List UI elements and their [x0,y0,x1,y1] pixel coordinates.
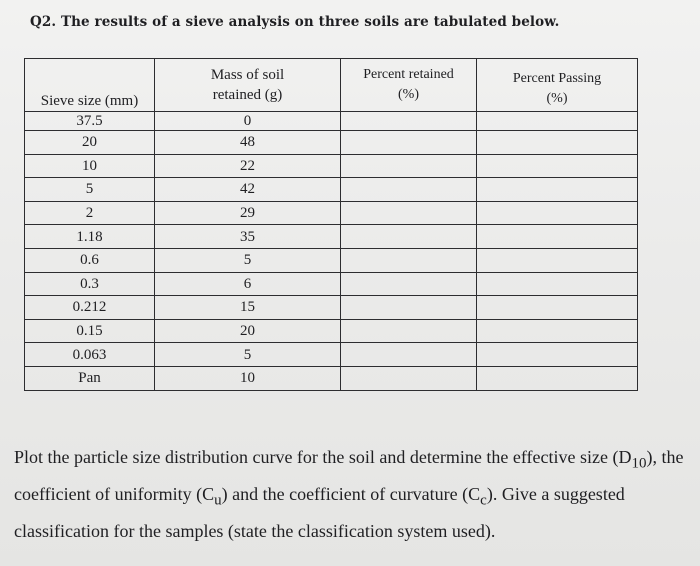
header-sieve-size: Sieve size (mm) [25,59,155,112]
header-mass-retained [155,59,341,112]
percent-retained-cell [341,154,477,178]
instructions-paragraph [14,442,690,547]
percent-retained-cell [341,225,477,249]
cu-subscript: u [214,492,222,509]
header-percent-passing [477,59,638,112]
sieve-size-cell: 1.18 [25,225,155,249]
sieve-size-cell: 0.212 [25,296,155,320]
mass-retained-cell: 0 [155,112,341,131]
sieve-analysis-table [24,58,638,391]
sieve-size-cell: 0.15 [25,319,155,343]
percent-passing-cell [477,201,638,225]
sieve-size-cell: 0.063 [25,343,155,367]
percent-retained-cell [341,319,477,343]
table-header-row [25,59,638,112]
sieve-size-cell: 37.5 [25,112,155,131]
percent-passing-cell [477,296,638,320]
percent-passing-cell [477,319,638,343]
sieve-size-cell: 10 [25,154,155,178]
mass-retained-cell: 48 [155,131,341,155]
percent-retained-cell [341,178,477,202]
d10-subscript: 10 [631,455,647,472]
prompt-text-3: ) and the coefficient of curvature (C [221,484,481,505]
prompt-text-2: ), the coefficient of uniformity (C [14,447,684,505]
percent-retained-cell [341,272,477,296]
table-row [25,178,638,202]
header-percent-retained [341,59,477,112]
percent-passing-cell [477,248,638,272]
mass-retained-cell: 22 [155,154,341,178]
percent-retained-cell [341,366,477,390]
percent-passing-cell [477,272,638,296]
percent-retained-cell [341,248,477,272]
percent-retained-cell [341,201,477,225]
mass-retained-cell: 5 [155,248,341,272]
mass-retained-cell: 35 [155,225,341,249]
table-row [25,343,638,367]
table-row [25,131,638,155]
sieve-size-cell: 0.3 [25,272,155,296]
table-row [25,248,638,272]
table-row [25,272,638,296]
percent-passing-cell [477,178,638,202]
percent-passing-cell [477,343,638,367]
header-mass-line2: retained (g) [212,87,283,103]
sieve-size-cell: Pan [25,366,155,390]
percent-passing-cell [477,112,638,131]
mass-retained-cell: 10 [155,366,341,390]
sieve-size-cell: 0.6 [25,248,155,272]
sieve-size-cell: 5 [25,178,155,202]
header-pct-ret-line2: (%) [398,87,419,102]
mass-retained-cell: 29 [155,201,341,225]
percent-retained-cell [341,296,477,320]
percent-passing-cell [477,131,638,155]
header-pct-pass-line1: Percent Passing [512,71,602,86]
question-heading: Q2. The results of a sieve analysis on three soils are tabulated below. [30,14,560,30]
table-row [25,366,638,390]
sieve-size-cell: 20 [25,131,155,155]
percent-passing-cell [477,366,638,390]
percent-retained-cell [341,343,477,367]
table-row [25,225,638,249]
table-row [25,296,638,320]
prompt-text-1: Plot the particle size distribution curve for the soil and determine the effective size (D [14,447,632,467]
table-row [25,201,638,225]
percent-retained-cell [341,112,477,131]
header-pct-pass-line2: (%) [546,91,568,106]
sieve-size-cell: 2 [25,201,155,225]
percent-passing-cell [477,154,638,178]
table-row [25,112,638,131]
table-row [25,319,638,343]
mass-retained-cell: 5 [155,343,341,367]
mass-retained-cell: 42 [155,178,341,202]
percent-passing-cell [477,225,638,249]
mass-retained-cell: 20 [155,319,341,343]
table-row [25,154,638,178]
sieve-table-body [25,112,638,391]
mass-retained-cell: 6 [155,272,341,296]
cc-subscript: c [480,492,487,509]
percent-retained-cell [341,131,477,155]
mass-retained-cell: 15 [155,296,341,320]
prompt-text-4: ). Give a suggested classification for the samples (state the classification system used). [14,484,625,542]
header-mass-line1: Mass of soil [210,67,285,83]
header-pct-ret-line1: Percent retained [363,67,454,82]
